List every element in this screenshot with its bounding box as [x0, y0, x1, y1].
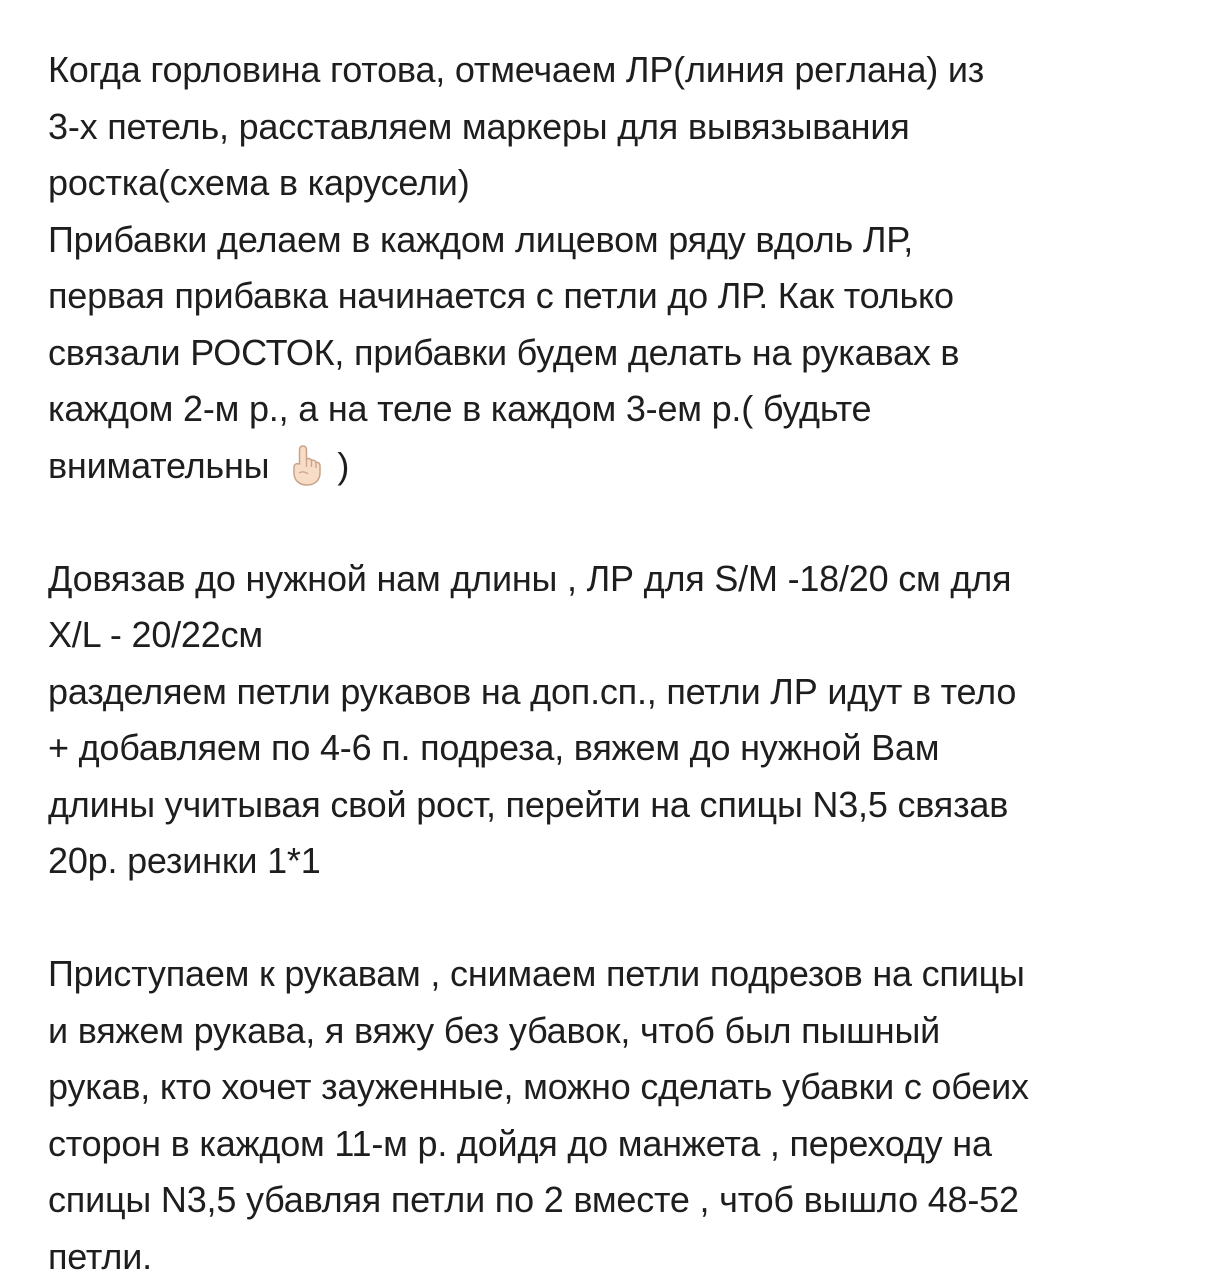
- text-line: Приступаем к рукавам , снимаем петли подрезов на спицы: [48, 946, 1188, 1003]
- text-line: 20р. резинки 1*1: [48, 833, 1188, 890]
- text-line: Когда горловина готова, отмечаем ЛР(линия реглана) из: [48, 42, 1188, 99]
- paragraph-gap: [48, 494, 1188, 551]
- text-line-with-icon: [48, 438, 1188, 495]
- text-line: длины учитывая свой рост, перейти на спицы N3,5 связав: [48, 777, 1188, 834]
- paragraph-3: [48, 946, 1188, 1285]
- text-line: X/L - 20/22см: [48, 607, 1188, 664]
- text-line: связали РОСТОК, прибавки будем делать на рукавах в: [48, 325, 1188, 382]
- paragraph-1: [48, 42, 1188, 494]
- text-line: петли.: [48, 1229, 1188, 1285]
- text-line: + добавляем по 4-6 п. подреза, вяжем до нужной Вам: [48, 720, 1188, 777]
- text-line: первая прибавка начинается с петли до ЛР. Как только: [48, 268, 1188, 325]
- text-line: и вяжем рукава, я вяжу без убавок, чтоб был пышный: [48, 1003, 1188, 1060]
- text-line: ростка(схема в карусели): [48, 155, 1188, 212]
- paragraph-gap: [48, 890, 1188, 947]
- text-fragment: ): [337, 445, 349, 486]
- text-line: сторон в каждом 11-м р. дойдя до манжета , переходу на: [48, 1116, 1188, 1173]
- text-fragment: внимательны: [48, 445, 269, 486]
- text-line: разделяем петли рукавов на доп.сп., петли ЛР идут в тело: [48, 664, 1188, 721]
- text-line: рукав, кто хочет зауженные, можно сделать убавки с обеих: [48, 1059, 1188, 1116]
- text-line: Прибавки делаем в каждом лицевом ряду вдоль ЛР,: [48, 212, 1188, 269]
- text-line: Довязав до нужной нам длины , ЛР для S/M -18/20 см для: [48, 551, 1188, 608]
- text-line: спицы N3,5 убавляя петли по 2 вместе , чтоб вышло 48-52: [48, 1172, 1188, 1229]
- document-text: [48, 42, 1188, 1285]
- text-line: 3-х петель, расставляем маркеры для вывязывания: [48, 99, 1188, 156]
- index-pointing-up-icon: [283, 442, 329, 488]
- paragraph-2: [48, 551, 1188, 890]
- text-line: каждом 2-м р., а на теле в каждом 3-ем р.( будьте: [48, 381, 1188, 438]
